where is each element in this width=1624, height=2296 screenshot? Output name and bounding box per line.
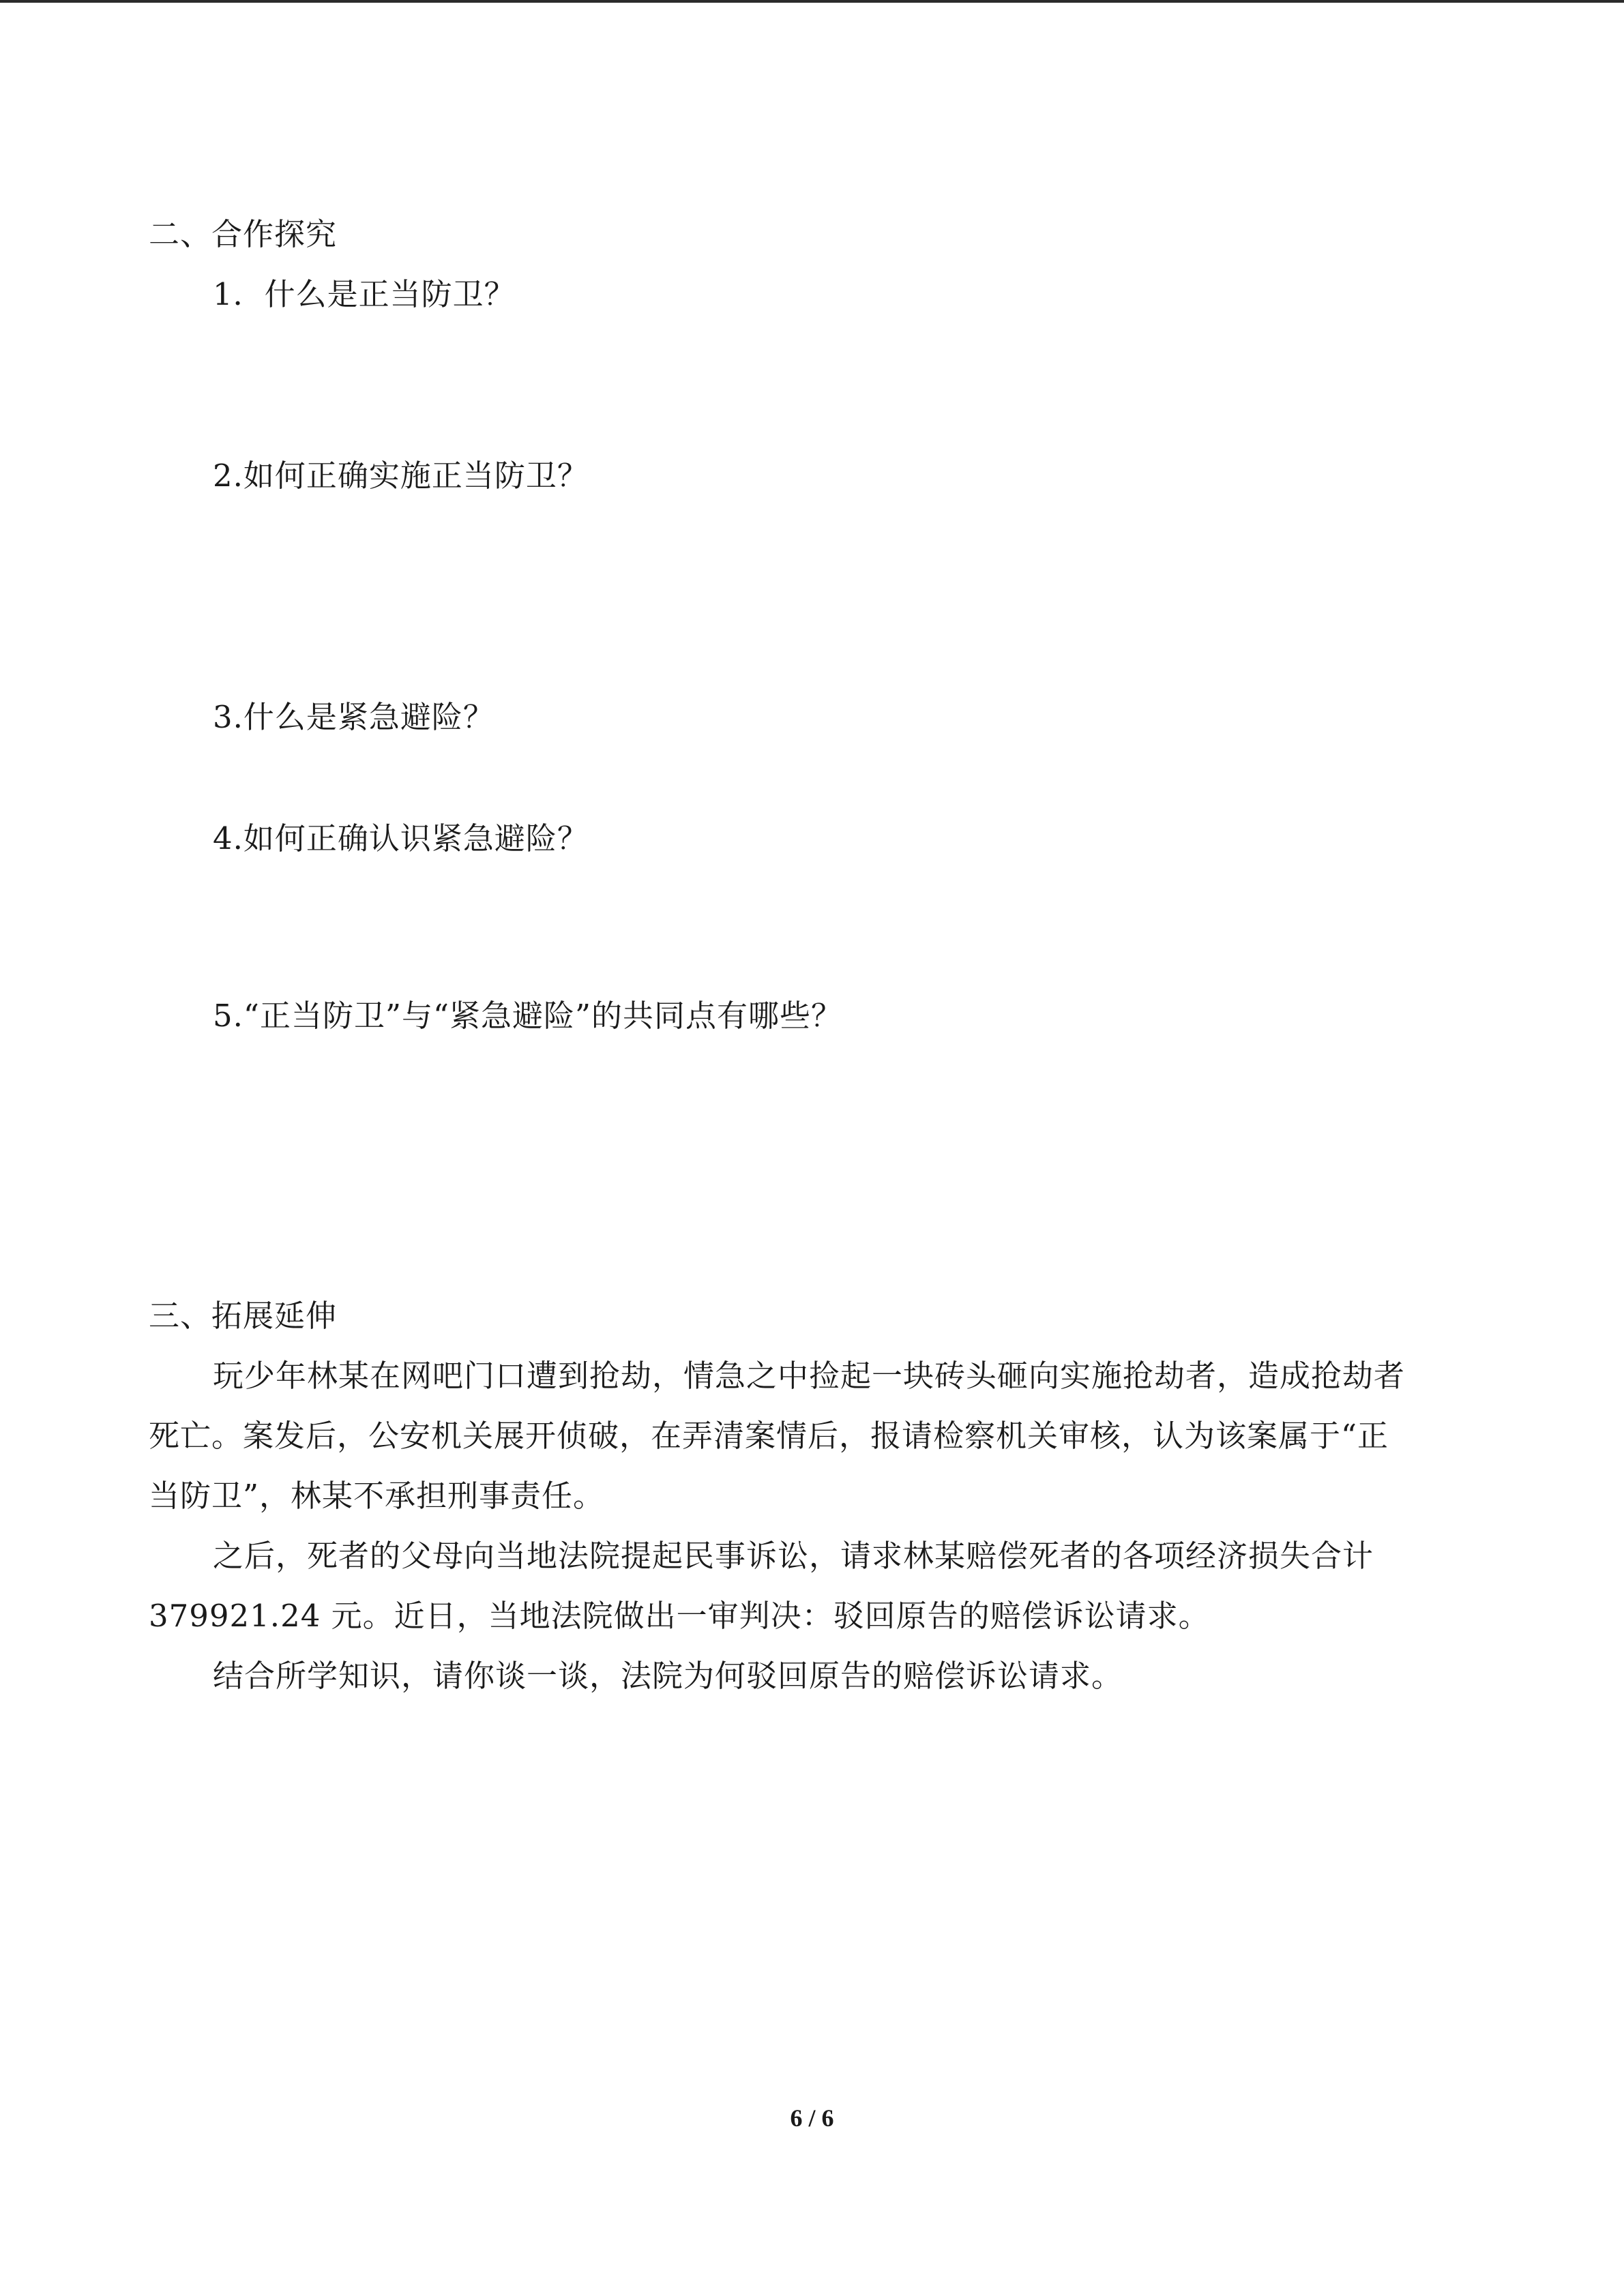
question-2: 2.如何正确实施正当防卫？: [213, 458, 589, 494]
question-4: 4.如何正确认识紧急避险？: [213, 820, 589, 856]
page-number: 6 / 6: [790, 2104, 834, 2132]
lawsuit-paragraph-line-1: 之后，死者的父母向当地法院提起民事诉讼，请求林某赔偿死者的各项经济损失合计: [213, 1538, 1374, 1574]
case-paragraph-line-1: 玩少年林某在网吧门口遭到抢劫，情急之中捡起一块砖头砸向实施抢劫者，造成抢劫者: [213, 1358, 1406, 1394]
question-3: 3.什么是紧急避险？: [213, 699, 494, 735]
case-paragraph-line-3: 当防卫”，林某不承担刑事责任。: [149, 1478, 605, 1514]
question-5: 5.“正当防卫”与“紧急避险”的共同点有哪些？: [213, 998, 842, 1034]
case-paragraph-line-2: 死亡。案发后，公安机关展开侦破，在弄清案情后，报请检察机关审核，认为该案属于“正: [149, 1418, 1389, 1454]
section-heading-cooperative-inquiry: 二、合作探究: [149, 216, 338, 252]
question-1: 1．什么是正当防卫？: [213, 276, 516, 312]
lawsuit-paragraph-line-2: 379921.24 元。近日，当地法院做出一审判决：驳回原告的赔偿诉讼请求。: [149, 1598, 1210, 1634]
section-heading-extension: 三、拓展延伸: [149, 1298, 338, 1334]
discussion-prompt: 结合所学知识，请你谈一谈，法院为何驳回原告的赔偿诉讼请求。: [213, 1658, 1123, 1694]
